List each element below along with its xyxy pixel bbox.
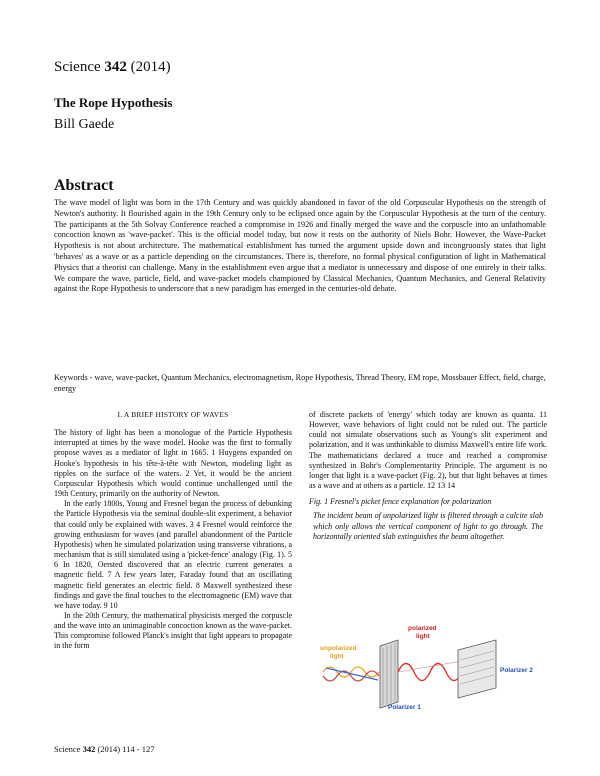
- polarized-beam: [398, 660, 468, 681]
- section-heading: I. A BRIEF HISTORY OF WAVES: [117, 410, 229, 419]
- journal-year: (2014): [130, 59, 171, 75]
- paragraph-2: In the early 1800s, Young and Fresnel began the process of debunking the Particle Hypothesis via the seminal double-slit experiment, a behavior that could only be explained with waves. 3 4 Fresnel would reinforce the growing enthusiasm for waves (and parallel abandonment of the Particle Hypothesis) when he simulated polarization using transverse vibrations, a mechanism that is still simulated using a 'picket-fence' analogy (Fig. 1). 5 6 In 1820, Oersted discovered that an electric current generates a magnetic field. 7 A few years later, Faraday found that an oscillating magnetic field generates an electric field. 8 Maxwell synthesized these findings and gave the final touches to the electromagnetic (EM) wave that we have today. 9 10: [54, 499, 292, 610]
- journal-header: [54, 59, 171, 76]
- footer-journal: Science: [54, 744, 81, 754]
- page-footer: [54, 744, 155, 754]
- footer-volume: 342: [82, 744, 96, 754]
- polarized-label-line2: light: [416, 633, 430, 640]
- polarizer-1-label: Polarizer 1: [388, 704, 421, 710]
- abstract-heading: Abstract: [54, 177, 114, 194]
- journal-name: Science: [54, 59, 101, 75]
- figure-description: The incident beam of unpolarized light is filtered through a calcite slab which only allows the vertical component of light to go through. The horizontally oriented slab extinguishes the beam altogether.: [313, 511, 543, 542]
- paragraph-4: of discrete packets of 'energy' which today are known as quanta. 11 However, wave behaviors of light could not be ruled out. The particle could not simulate observations such as Young's slit experiment and polarization, and it was unthinkable to dismiss Maxwell's entire life work. The mathematicians declared a truce and reached a compromise synthesized in Bohr's Complementarity Principle. The argument is no longer that light is a wave-packet (Fig. 2), but that light behaves at times as a wave and at others as a particle. 12 13 14: [309, 410, 547, 491]
- polarization-figure: [318, 610, 548, 710]
- paper-author: Bill Gaede: [54, 117, 115, 132]
- abstract-body: [54, 198, 546, 295]
- polarizer-2-label: Polarizer 2: [500, 667, 533, 674]
- keywords: Keywords - wave, wave-packet, Quantum Mechanics, electromagnetism, Rope Hypothesis, Thread Theory, EM rope, Mossbauer Effect, field, charge, energy: [54, 373, 546, 393]
- unpolarized-label-line2: light: [330, 653, 344, 660]
- polarizer-1: [380, 640, 398, 708]
- right-column: [309, 410, 547, 543]
- paper-title: The Rope Hypothesis: [54, 95, 173, 110]
- unpolarized-label-line1: unpolarized: [320, 645, 357, 652]
- unpolarized-beam: [323, 667, 379, 681]
- paragraph-3: In the 20th Century, the mathematical physicists merged the corpuscle and the wave into an unimaginable concoction known as the wave-packet. This compromise followed Planck's insight that light appears to propagate in the form: [54, 610, 292, 651]
- polarizer-2: [458, 640, 496, 698]
- left-column: [54, 410, 292, 652]
- abstract-text: The wave model of light was born in the 17th Century and was quickly abandoned in favor of the old Corpuscular Hypothesis on the strength of Newton's authority. It flourished again in the 19th Century only to be eclipsed once again by the Corpuscular Hypothesis at the turn of the century. The participants at the 5th Solvay Conference reached a compromise in 1926 and finally merged the wave and the corpuscle into an unfathomable concoction known as 'wave-packet'. This is the official model today, but now it rests on the authority of Niels Bohr. However, the Wave-Packet Hypothesis is not about architecture. The mathematical establishment has turned the argument upside down and incongruously states that light 'behaves' as a wave or as a particle depending on the circumstances. There is, therefore, no formal physical configuration of light in Mathematical Physics that a theorist can challenge. Many in the establishment even argue that a mediator is unnecessary and dispose of one entirely in their talks. We compare the wave, particle, field, and wave-packet models championed by Classical Mechanics, Quantum Mechanics, and General Relativity against the Rope Hypothesis to underscore that a new paradigm has emerged in the centuries-old debate.: [54, 198, 546, 294]
- journal-volume: 342: [104, 59, 127, 75]
- polarized-label: polarized: [408, 625, 437, 632]
- footer-pages: (2014) 114 - 127: [97, 744, 155, 754]
- paragraph-1: The history of light has been a monologue of the Particle Hypothesis interrupted at times by the wave model. Hooke was the first to formally propose waves as a mediator of light in 1665. 1 Huygens expanded on Hooke's hypothesis in his tête-à-tête with Newton, modeling light as ripples on the surface of the waters. 2 Yet, it would be the ancient Corpuscular Hypothesis which would continue unchallenged until the 19th Century, primarily on the authority of Newton.: [54, 428, 292, 499]
- figure-caption: Fig. 1 Fresnel's picket fence explanation for polarization: [309, 497, 492, 507]
